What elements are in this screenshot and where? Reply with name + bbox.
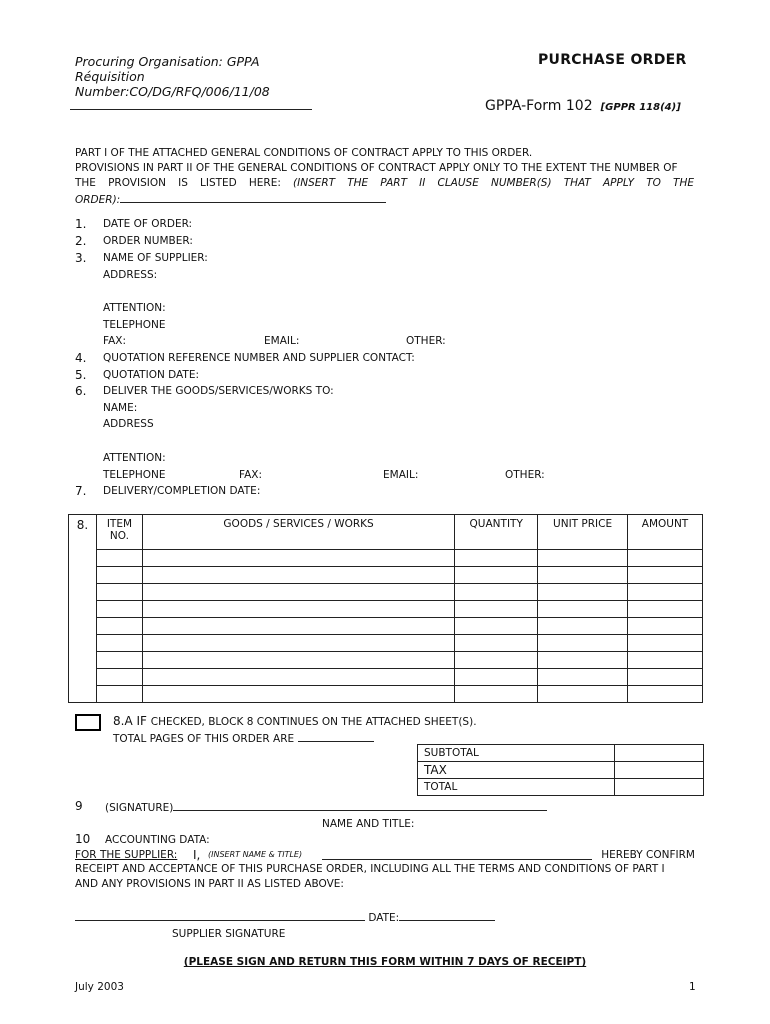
- col-goods: GOODS / SERVICES / WORKS: [142, 515, 454, 550]
- footer-date: July 2003: [75, 981, 124, 993]
- procuring-organisation: Procuring Organisation: GPPA: [75, 54, 260, 69]
- field-number: 1.: [75, 217, 87, 231]
- field-label: ADDRESS: [103, 418, 154, 430]
- subtotal-label: SUBTOTAL: [418, 745, 615, 762]
- col-quantity: QUANTITY: [455, 515, 538, 550]
- cell[interactable]: [96, 652, 142, 669]
- cell[interactable]: [96, 618, 142, 635]
- block-8a-text: [113, 714, 477, 728]
- col-item-no: [96, 515, 142, 550]
- cell[interactable]: [142, 550, 454, 567]
- table-row[interactable]: [69, 635, 703, 652]
- return-instruction: (PLEASE SIGN AND RETURN THIS FORM WITHIN 7 DAYS OF RECEIPT): [183, 956, 587, 968]
- table-row[interactable]: [69, 652, 703, 669]
- cell[interactable]: [628, 567, 703, 584]
- cell[interactable]: [455, 584, 538, 601]
- table-row[interactable]: [69, 584, 703, 601]
- cell[interactable]: [628, 618, 703, 635]
- insert-name-title-hint: (INSERT NAME & TITLE): [208, 850, 303, 859]
- field-number: 2.: [75, 234, 87, 248]
- cell[interactable]: [142, 618, 454, 635]
- cell[interactable]: [538, 567, 628, 584]
- table-row[interactable]: [69, 550, 703, 567]
- page-number: 1: [689, 981, 696, 993]
- table-row[interactable]: [69, 618, 703, 635]
- intro-line-2: PROVISIONS IN PART II OF THE GENERAL CONDITIONS OF CONTRACT APPLY ONLY TO THE EXTENT THE NUMBER OF: [75, 162, 678, 174]
- signature-field[interactable]: [173, 800, 547, 811]
- cell[interactable]: [142, 567, 454, 584]
- email-label: EMAIL:: [383, 469, 419, 481]
- intro-line-1: PART I OF THE ATTACHED GENERAL CONDITIONS OF CONTRACT APPLY TO THIS ORDER.: [75, 147, 533, 159]
- cell[interactable]: [538, 635, 628, 652]
- intro-line-3a: THE PROVISION IS LISTED HERE:: [75, 177, 281, 189]
- col-item-line2: NO.: [109, 530, 129, 542]
- block-8a-label: 8.A IF: [113, 714, 147, 728]
- block-8a-note: CHECKED, BLOCK 8 CONTINUES ON THE ATTACHED SHEET(S).: [150, 716, 477, 728]
- field-label: NAME OF SUPPLIER:: [103, 252, 208, 264]
- requisition-number: Number:CO/DG/RFQ/006/11/08: [75, 84, 270, 99]
- signature-line: [105, 800, 547, 814]
- cell[interactable]: [538, 652, 628, 669]
- fax-label: FAX:: [239, 469, 262, 481]
- total-value[interactable]: [615, 779, 704, 796]
- cell[interactable]: [538, 618, 628, 635]
- field-label: DATE OF ORDER:: [103, 218, 193, 230]
- cell[interactable]: [455, 567, 538, 584]
- tax-value[interactable]: [615, 762, 704, 779]
- cell[interactable]: [628, 686, 703, 703]
- cell[interactable]: [142, 635, 454, 652]
- cell[interactable]: [628, 550, 703, 567]
- cell[interactable]: [96, 686, 142, 703]
- cell[interactable]: [538, 601, 628, 618]
- name-title-label: NAME AND TITLE:: [322, 818, 415, 830]
- field-number: 4.: [75, 351, 87, 365]
- cell[interactable]: [538, 669, 628, 686]
- goods-table-header: [69, 515, 703, 550]
- table-row[interactable]: [69, 669, 703, 686]
- field-number: 7.: [75, 484, 87, 498]
- supplier-line-2: RECEIPT AND ACCEPTANCE OF THIS PURCHASE ORDER, INCLUDING ALL THE TERMS AND CONDITIONS OF PART I: [75, 863, 665, 875]
- supplier-signature-date-line: [75, 910, 495, 924]
- accounting-label: ACCOUNTING DATA:: [105, 834, 210, 846]
- field-label: QUOTATION DATE:: [103, 369, 200, 381]
- intro-line-3b: (INSERT THE PART II CLAUSE NUMBER(S) THAT APPLY TO THE: [293, 177, 694, 189]
- other-label: OTHER:: [505, 469, 545, 481]
- field-number: 5.: [75, 368, 87, 382]
- cell[interactable]: [96, 635, 142, 652]
- cell[interactable]: [142, 686, 454, 703]
- col-unit-price: UNIT PRICE: [538, 515, 628, 550]
- cell[interactable]: [628, 669, 703, 686]
- cell[interactable]: [455, 601, 538, 618]
- cell[interactable]: [628, 601, 703, 618]
- clause-number-field[interactable]: [120, 191, 386, 203]
- cell[interactable]: [628, 635, 703, 652]
- field-number: 6.: [75, 384, 87, 398]
- intro-order-label: ORDER):: [75, 194, 121, 206]
- hereby-confirm-text: HEREBY CONFIRM: [601, 849, 695, 861]
- signature-label: (SIGNATURE): [105, 802, 174, 814]
- cell[interactable]: [96, 550, 142, 567]
- form-reference: [GPPR 118(4)]: [600, 102, 681, 113]
- email-label: EMAIL:: [264, 335, 300, 347]
- form-number-line: [485, 98, 681, 114]
- other-label: OTHER:: [406, 335, 446, 347]
- field-label: NAME:: [103, 402, 138, 414]
- field-label: ADDRESS:: [103, 269, 158, 281]
- date-label: DATE:: [368, 912, 400, 924]
- field-label: ATTENTION:: [103, 302, 166, 314]
- table-row[interactable]: [69, 601, 703, 618]
- cell[interactable]: [142, 601, 454, 618]
- col-item-line1: ITEM: [106, 518, 133, 530]
- cell[interactable]: [96, 601, 142, 618]
- requisition-label: Réquisition: [75, 69, 145, 84]
- cell[interactable]: [538, 686, 628, 703]
- supplier-name-field[interactable]: [322, 849, 592, 860]
- field-delivery-contact[interactable]: [75, 467, 695, 483]
- tax-label: TAX: [418, 762, 615, 779]
- cell[interactable]: [455, 635, 538, 652]
- cell[interactable]: [142, 652, 454, 669]
- field-number: 3.: [75, 251, 87, 265]
- procuring-organisation-block: [75, 54, 315, 110]
- fax-label: FAX:: [103, 335, 126, 347]
- supplier-line-3: AND ANY PROVISIONS IN PART II AS LISTED ABOVE:: [75, 878, 344, 890]
- goods-table: [68, 514, 703, 703]
- intro-text: [75, 146, 694, 208]
- supplier-i: I,: [193, 848, 201, 862]
- intro-line-4: [75, 191, 694, 208]
- total-pages-field[interactable]: [298, 731, 374, 742]
- field-label: TELEPHONE: [103, 319, 166, 331]
- intro-line-3: [75, 176, 694, 191]
- total-pages-line: [113, 731, 374, 745]
- cell[interactable]: [455, 618, 538, 635]
- supplier-date-field[interactable]: [399, 910, 495, 921]
- subtotal-value[interactable]: [615, 745, 704, 762]
- cell[interactable]: [538, 584, 628, 601]
- cell[interactable]: [455, 652, 538, 669]
- cell[interactable]: [628, 584, 703, 601]
- supplier-signature-field[interactable]: [75, 910, 365, 921]
- total-label: TOTAL: [418, 779, 615, 796]
- cell[interactable]: [455, 686, 538, 703]
- block-8-number: 8.: [69, 515, 97, 703]
- cell[interactable]: [455, 550, 538, 567]
- for-supplier-label: FOR THE SUPPLIER:: [75, 849, 178, 861]
- cell[interactable]: [96, 669, 142, 686]
- field-label: ATTENTION:: [103, 452, 166, 464]
- totals-table: [417, 744, 704, 796]
- field-label: DELIVER THE GOODS/SERVICES/WORKS TO:: [103, 385, 334, 397]
- table-row[interactable]: [69, 567, 703, 584]
- cell[interactable]: [142, 584, 454, 601]
- telephone-label: TELEPHONE: [103, 469, 166, 481]
- cell[interactable]: [96, 567, 142, 584]
- cell[interactable]: [142, 669, 454, 686]
- accounting-number: 10: [75, 832, 91, 846]
- cell[interactable]: [96, 584, 142, 601]
- supplier-signature-label: SUPPLIER SIGNATURE: [172, 928, 286, 940]
- cell[interactable]: [538, 550, 628, 567]
- field-label: ORDER NUMBER:: [103, 235, 193, 247]
- continuation-checkbox[interactable]: [75, 714, 101, 731]
- field-label: QUOTATION REFERENCE NUMBER AND SUPPLIER CONTACT:: [103, 352, 415, 364]
- cell[interactable]: [628, 652, 703, 669]
- field-fax-email-other[interactable]: [75, 333, 695, 349]
- cell[interactable]: [455, 669, 538, 686]
- col-amount: AMOUNT: [628, 515, 703, 550]
- field-label: DELIVERY/COMPLETION DATE:: [103, 485, 261, 497]
- header-underline: [70, 109, 312, 110]
- table-row[interactable]: [69, 686, 703, 703]
- form-number: GPPA-Form 102: [485, 98, 593, 114]
- total-pages-label: TOTAL PAGES OF THIS ORDER ARE: [113, 733, 295, 745]
- signature-number: 9: [75, 799, 83, 813]
- page-title: PURCHASE ORDER: [538, 52, 687, 68]
